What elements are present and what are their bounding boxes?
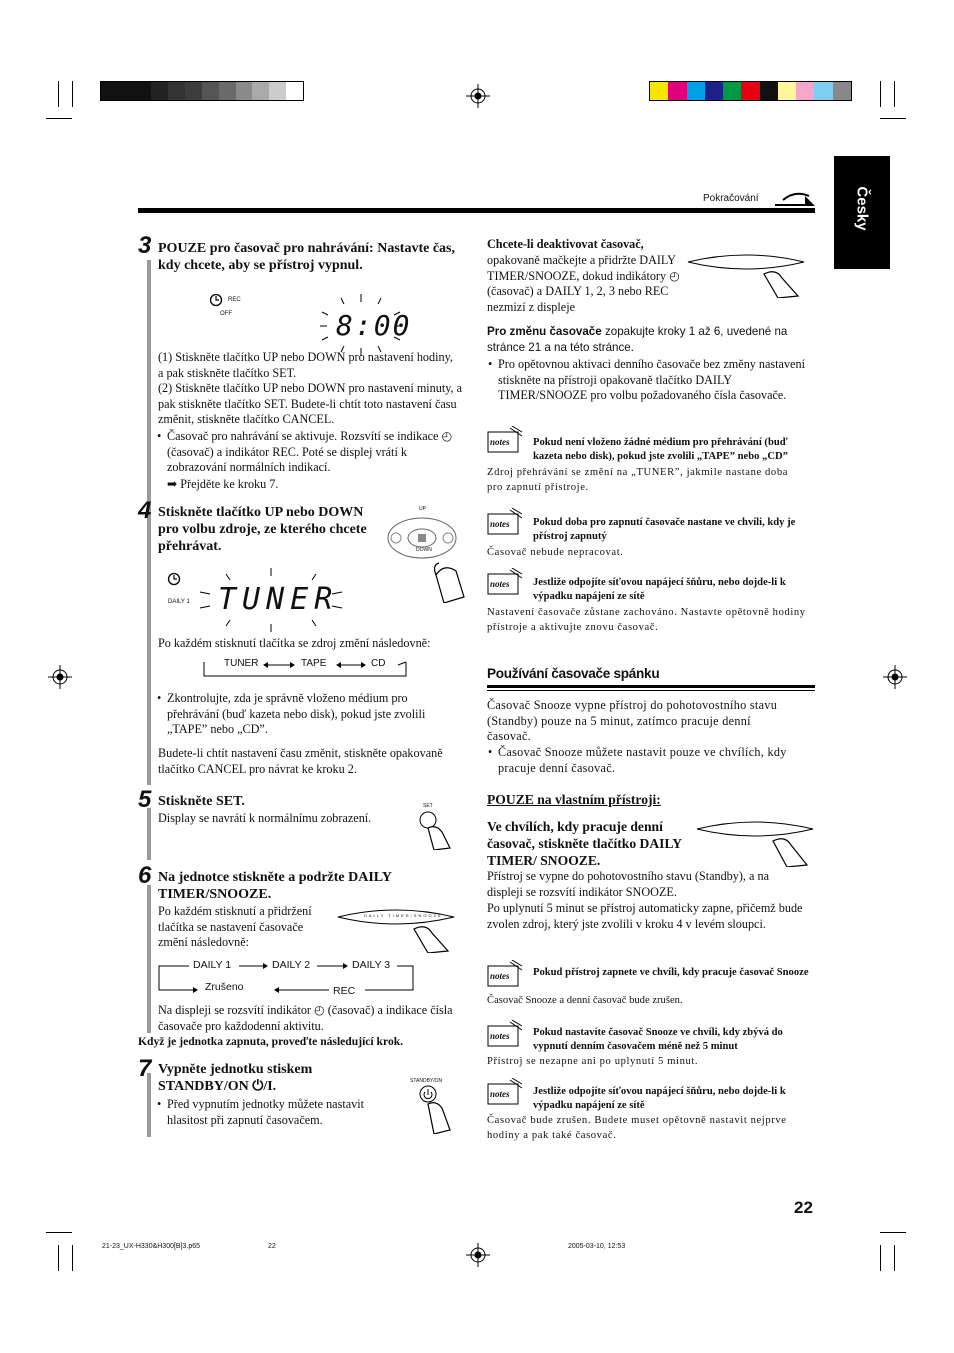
step-bar xyxy=(147,808,151,860)
step-title: Stiskněte SET. xyxy=(158,794,245,809)
note3-title: Jestliže odpojíte síťovou napájecí šňůru, nebo dojde-li k výpadku napájení ze sítě xyxy=(533,577,786,602)
registration-mark-icon xyxy=(466,1243,490,1267)
step-number: 5 xyxy=(138,786,152,813)
step6-bold-line: Když je jednotka zapnuta, proveďte následující krok. xyxy=(138,1035,404,1048)
step6-text: Po každém stisknutí a přidržení tlačítka se nastavení časovače změní následovně: xyxy=(158,904,312,950)
color-swatch xyxy=(687,82,705,100)
sleep-heading-rule xyxy=(487,685,815,688)
note6-title: Jestliže odpojíte síťovou napájecí šňůru, nebo dojde-li k výpadku napájení ze sítě xyxy=(533,1086,786,1111)
sleep-timer-heading: Používání časovače spánku xyxy=(487,666,660,681)
standby-button-label: STANDBY/ON xyxy=(410,1078,443,1084)
color-swatch xyxy=(219,82,236,100)
sleep-heading-rule-thin xyxy=(487,690,815,691)
notes-label: notes xyxy=(490,971,510,981)
note1-title: Pokud není vloženo žádné médium pro přehrávání (buď kazeta nebo disk), pokud jste zvolili „TAPE” nebo „CD” xyxy=(533,437,788,462)
change-timer-body: zopakujte kroky 1 až 6, uvedené na stránce 21 a na této stránce. xyxy=(487,325,788,354)
color-swatch xyxy=(668,82,686,100)
deactivate-text: opakovaně mačkejte a přidržte DAILY TIMER/SNOOZE, dokud indikátory ◴ (časovač) a DAILY 1, 2, 3 nebo REC nezmizí z displeje xyxy=(487,253,680,314)
step3-item-1: (1) Stiskněte tlačítko UP nebo DOWN pro nastavení hodiny, a pak stiskněte tlačítko SET. xyxy=(158,350,453,380)
step-bar xyxy=(147,885,151,1033)
crop-mark xyxy=(46,1232,72,1233)
color-swatch xyxy=(833,82,851,100)
step3-goto: ➡ Přejděte ke kroku 7. xyxy=(167,477,279,491)
crop-mark xyxy=(880,1232,906,1233)
color-swatch xyxy=(778,82,796,100)
reactivate-bullet: • Pro opětovnou aktivaci denního časovače bez změny nastavení stiskněte na přístroji opakovaně tlačítko DAILY TIMER/SNOOZE pro volbu požadovaného čísla časovače. xyxy=(498,357,813,404)
continued-label: Pokračování xyxy=(703,193,759,204)
note2-title: Pokud doba pro zapnutí časovače nastane ve chvíli, kdy je přístroj zapnutý xyxy=(533,517,796,542)
color-swatch xyxy=(151,82,168,100)
change-timer-text xyxy=(487,324,812,355)
continued-arrow-icon xyxy=(775,186,815,208)
registration-mark-icon xyxy=(466,84,490,108)
notes-label: notes xyxy=(490,579,510,589)
note6-text: Časovač bude zrušen. Budete muset opětovně nastavit nejprve hodiny a pak také časovač. xyxy=(487,1115,787,1141)
notes-label: notes xyxy=(490,437,510,447)
flow-daily-3: DAILY 3 xyxy=(352,959,391,971)
crop-mark xyxy=(72,1245,73,1271)
step3-bullet: • Časovač pro nahrávání se aktivuje. Rozsvítí se indikace ◴ (časovač) a indikátor REC. Poté se displej vrátí k zobrazování normálních indikací. xyxy=(167,429,462,476)
remote-control-icon xyxy=(384,505,466,603)
step7-bullet: • Před vypnutím jednotky můžete nastavit hlasitost při zapnutí časovačem. xyxy=(167,1097,407,1128)
step4-note: Budete-li chtít nastavení času změnit, stiskněte opakovaně tlačítko CANCEL pro návrat ke kroku 2. xyxy=(158,746,443,776)
standby-button-icon xyxy=(414,1084,454,1134)
footer-page-small: 22 xyxy=(268,1243,276,1250)
color-swatch xyxy=(705,82,723,100)
display-time: 8:00 xyxy=(336,309,412,342)
timer-icon xyxy=(209,293,223,307)
color-swatch xyxy=(650,82,668,100)
color-swatch xyxy=(286,82,303,100)
timer-icon xyxy=(167,572,181,586)
flow-rec: REC xyxy=(333,985,356,997)
seq-tape: TAPE xyxy=(301,658,327,669)
step-title: Na jednotce stiskněte a podržte DAILY TIMER/SNOOZE. xyxy=(158,870,392,902)
color-swatch xyxy=(741,82,759,100)
color-swatch xyxy=(236,82,253,100)
step-title: Stiskněte tlačítko UP nebo DOWN pro volbu zdroje, ze kterého chcete přehrávat. xyxy=(158,505,367,554)
crop-mark xyxy=(58,81,59,107)
note4-title: Pokud přístroj zapnete ve chvíli, kdy pracuje časovač Snooze xyxy=(533,967,809,978)
remote-up-label: UP xyxy=(419,506,426,512)
display-off-indicator: OFF xyxy=(220,311,232,317)
crop-mark xyxy=(58,1245,59,1271)
note4-text: Časovač Snooze a denní časovač bude zrušen. xyxy=(487,995,683,1006)
step-number: 3 xyxy=(138,232,152,259)
note2-text: Časovač nebude nepracovat. xyxy=(487,547,624,558)
notes-label: notes xyxy=(490,1031,510,1041)
crop-mark xyxy=(72,81,73,107)
note3-text: Nastavení časovače zůstane zachováno. Nastavte opětovně hodiny přístroje a aktivujte znovu časovač. xyxy=(487,607,806,633)
crop-mark xyxy=(880,1245,881,1271)
step-number: 7 xyxy=(138,1055,152,1082)
display-source: TUNER xyxy=(218,582,339,617)
deactivate-title: Chcete-li deaktivovat časovač, xyxy=(487,237,644,251)
flow-cancelled: Zrušeno xyxy=(205,981,244,993)
color-swatch xyxy=(796,82,814,100)
note5-text: Přístroj se nezapne ani po uplynutí 5 minut. xyxy=(487,1056,699,1067)
step4-sequence-intro: Po každém stisknutí tlačítka se zdroj změní následovně: xyxy=(158,636,431,650)
crop-mark xyxy=(894,81,895,107)
daily-timer-button-icon xyxy=(686,248,806,298)
during-timer-text-1: Přístroj se vypne do pohotovostního stavu (Standby), a na displeji se rozsvítí indikátor SNOOZE. xyxy=(487,869,769,899)
crop-mark xyxy=(46,118,72,119)
set-button-label: SET xyxy=(423,803,433,809)
during-timer-text-2: Po uplynutí 5 minut se přístroj automaticky zapne, přičemž bude zvolen zdroj, který jste zvolili v kroku 4 v levém sloupci. xyxy=(487,901,803,931)
crop-mark xyxy=(880,118,906,119)
registration-mark-icon xyxy=(48,665,72,689)
note5-title: Pokud nastavíte časovač Snooze ve chvíli, kdy zbývá do vypnutí denním časovačem méně než 5 minut xyxy=(533,1027,783,1052)
step4-bullet: • Zkontrolujte, zda je správně vloženo médium pro přehrávání (buď kazeta nebo disk), pokud jste zvolili „TAPE” nebo „CD”. xyxy=(167,691,462,738)
set-button-icon xyxy=(414,810,454,850)
color-swatch xyxy=(118,82,135,100)
color-swatch xyxy=(135,82,152,100)
step3-item-2: (2) Stiskněte tlačítko UP nebo DOWN pro nastavení minuty, a pak stiskněte tlačítko SET. Budete-li chtít toto nastavení času změnit, stiskněte tlačítko CANCEL. xyxy=(158,381,463,427)
color-swatch xyxy=(814,82,832,100)
page-number: 22 xyxy=(794,1198,813,1217)
step-number: 4 xyxy=(138,497,152,524)
daily-timer-button-icon xyxy=(336,903,456,953)
change-timer-bold: Pro změnu časovače xyxy=(487,325,602,338)
notes-label: notes xyxy=(490,1089,510,1099)
crop-mark xyxy=(880,81,881,107)
only-on-unit-heading: POUZE na vlastním přístroji: xyxy=(487,792,661,807)
footer-file: 21-23_UX-H330&H300[B]3.p65 xyxy=(102,1243,201,1250)
color-calibration-bar-left xyxy=(100,81,304,101)
flow-daily-2: DAILY 2 xyxy=(272,959,311,971)
color-swatch xyxy=(168,82,185,100)
sleep-timer-bullet: • Časovač Snooze můžete nastavit pouze ve chvílích, kdy pracuje denní časovač. xyxy=(498,745,808,776)
language-tab-label: Česky xyxy=(853,186,871,231)
color-swatch xyxy=(101,82,118,100)
seq-tuner: TUNER xyxy=(224,658,259,669)
footer-date: 2005-03-10, 12:53 xyxy=(568,1243,626,1250)
display-daily-indicator: DAILY 1 xyxy=(168,599,190,605)
display-rec-indicator: REC xyxy=(228,297,241,303)
step5-text: Display se navrátí k normálnímu zobrazení. xyxy=(158,811,372,825)
step-title: POUZE pro časovač pro nahrávání: Nastavte čas, kdy chcete, aby se přístroj vypnul. xyxy=(158,241,455,273)
header-rule xyxy=(138,208,815,213)
color-swatch xyxy=(252,82,269,100)
step-number: 6 xyxy=(138,862,152,889)
color-swatch xyxy=(185,82,202,100)
remote-down-label: DOWN xyxy=(416,547,432,553)
sleep-timer-text: Časovač Snooze vypne přístroj do pohotovostního stavu (Standby) pouze na 5 minut, zatímco pracuje denní časovač. xyxy=(487,698,778,744)
color-calibration-bar-right xyxy=(649,81,852,101)
step-title: Vypněte jednotku stiskem STANDBY/ON ⏻/I. xyxy=(158,1062,313,1094)
flow-daily-1: DAILY 1 xyxy=(193,959,232,971)
color-swatch xyxy=(202,82,219,100)
crop-mark xyxy=(894,1245,895,1271)
step6-after: Na displeji se rozsvítí indikátor ◴ (časovač) a indikace čísla časovače pro každodenní aktivitu. xyxy=(158,1003,453,1033)
color-swatch xyxy=(269,82,286,100)
daily-timer-button-icon xyxy=(695,815,815,867)
daily-timer-button-label: DAILY TIMER/SNOOZE xyxy=(364,913,443,918)
registration-mark-icon xyxy=(883,665,907,689)
during-timer-title: Ve chvílích, kdy pracuje denní časovač, stiskněte tlačítko DAILY TIMER/ SNOOZE. xyxy=(487,819,682,868)
color-swatch xyxy=(760,82,778,100)
notes-label: notes xyxy=(490,519,510,529)
color-swatch xyxy=(723,82,741,100)
note1-text: Zdroj přehrávání se změní na „TUNER”, jakmile nastane doba pro zapnutí přístroje. xyxy=(487,467,789,493)
seq-cd: CD xyxy=(371,658,386,669)
